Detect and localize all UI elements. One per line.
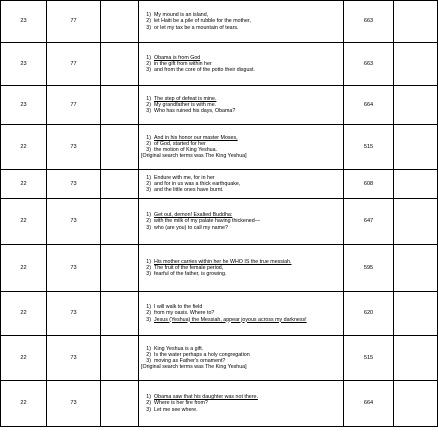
table-row [1, 336, 438, 381]
line-number: 1) [146, 95, 151, 102]
blank-cell [101, 1, 139, 43]
poem-cell [139, 125, 344, 170]
line-text: And in his honor our master Moses, [154, 134, 238, 141]
line-number: 3) [146, 358, 151, 364]
score-cell: 664 [344, 381, 394, 427]
blank-cell [394, 86, 438, 125]
blank-cell [394, 292, 438, 336]
line-text: fearful of the father, is growing. [154, 271, 227, 278]
line-text: of God, started for her [154, 140, 206, 147]
line-text: My grandfather is with me. [154, 101, 217, 108]
col-a-cell: 22 [1, 336, 47, 381]
line-number: 1) [146, 134, 151, 141]
line-number: 2) [146, 60, 151, 67]
line-number: 2) [146, 351, 151, 358]
col-a-cell: 22 [1, 170, 47, 199]
line-number: 3) [146, 271, 151, 278]
blank-cell [101, 170, 139, 199]
line-text: moving as Father's ornament? [154, 358, 226, 364]
line-number: 2) [146, 310, 151, 317]
score-cell: 515 [344, 336, 394, 381]
line-text: The fruit of the female period, [154, 264, 224, 271]
line-number: 3) [146, 406, 151, 413]
col-b-cell: 73 [47, 381, 101, 427]
line-number: 1) [146, 174, 151, 181]
blank-cell [101, 199, 139, 245]
col-a-cell: 23 [1, 86, 47, 125]
line-number: 1) [146, 258, 151, 265]
table-row [1, 1, 438, 43]
score-cell: 515 [344, 125, 394, 170]
score-cell: 620 [344, 292, 394, 336]
col-a-cell: 23 [1, 1, 47, 43]
poem-cell [139, 381, 344, 427]
col-b-cell: 73 [47, 292, 101, 336]
col-b-cell: 77 [47, 1, 101, 43]
poem-line [139, 225, 343, 231]
col-b-cell: 73 [47, 245, 101, 292]
line-number: 2) [146, 101, 151, 108]
blank-cell [101, 292, 139, 336]
line-text: who (are you) to call my name? [154, 224, 228, 231]
poem-cell [139, 170, 344, 199]
line-number: 1) [146, 54, 151, 61]
line-number: 1) [146, 304, 151, 311]
line-text: Obama is from God [154, 54, 201, 61]
line-text: Is the water perhaps a holy congregation [154, 351, 250, 358]
line-text: I will walk to the field [154, 304, 203, 311]
col-a-cell: 22 [1, 292, 47, 336]
score-cell: 663 [344, 43, 394, 86]
poem-line [139, 67, 343, 73]
col-b-cell: 73 [47, 125, 101, 170]
line-text: and the little ones have burnt. [154, 187, 224, 194]
blank-cell [101, 86, 139, 125]
poem-cell [139, 292, 344, 336]
line-number: 1) [146, 394, 151, 401]
line-text: The step of defeat is mine. [154, 95, 217, 102]
poem-line [139, 108, 343, 114]
line-number: 3) [146, 187, 151, 194]
line-text: in the gift from within her [154, 60, 212, 67]
search-terms-note: [Original search terms was The King Yeshua] [141, 153, 247, 160]
table-row [1, 381, 438, 427]
table-row [1, 170, 438, 199]
blank-cell [394, 199, 438, 245]
line-number: 3) [146, 147, 151, 153]
line-number: 2) [146, 18, 151, 25]
col-a-cell: 23 [1, 43, 47, 86]
line-text: Who has ruined his days, Obama? [154, 108, 236, 115]
line-text: and from the core of the potto their disgust. [154, 67, 255, 74]
line-text: Let me see where. [154, 406, 198, 413]
col-b-cell: 73 [47, 170, 101, 199]
blank-cell [101, 245, 139, 292]
blank-cell [394, 125, 438, 170]
col-a-cell: 22 [1, 199, 47, 245]
blank-cell [101, 125, 139, 170]
line-number: 3) [146, 224, 151, 231]
poem-cell [139, 86, 344, 125]
line-text: let Haiti be a pile of rubble for the mother, [154, 18, 251, 25]
score-cell: 608 [344, 170, 394, 199]
blank-cell [101, 381, 139, 427]
line-number: 2) [146, 140, 151, 147]
score-cell: 595 [344, 245, 394, 292]
table-row [1, 199, 438, 245]
line-text: with the milk of my palate having thickened— [154, 218, 260, 225]
poem-line [139, 407, 343, 413]
poem-cell [139, 1, 344, 43]
score-cell: 664 [344, 86, 394, 125]
line-text: Endure with me, for in her [154, 174, 215, 181]
line-text: Obama saw that his daughter was not there. [154, 394, 258, 401]
poem-line [139, 317, 343, 323]
score-cell: 663 [344, 1, 394, 43]
line-number: 3) [146, 24, 151, 31]
blank-cell [394, 245, 438, 292]
blank-cell [394, 1, 438, 43]
line-number: 1) [146, 345, 151, 352]
blank-cell [394, 170, 438, 199]
poem-cell [139, 43, 344, 86]
line-number: 3) [146, 316, 151, 323]
col-a-cell: 22 [1, 381, 47, 427]
line-text: His mother carries within her he WHO IS the true messiah. [154, 258, 292, 265]
line-text: from my oasis. Where to? [154, 310, 215, 317]
line-number: 2) [146, 264, 151, 271]
line-text: Where is her fire from? [154, 400, 208, 407]
line-text: King Yeshua is a gift. [154, 345, 204, 352]
poem-line [139, 25, 343, 31]
table-row [1, 245, 438, 292]
col-b-cell: 73 [47, 199, 101, 245]
blank-cell [101, 336, 139, 381]
line-number: 2) [146, 180, 151, 187]
line-number: 2) [146, 400, 151, 407]
line-text: and for in us was a thick earthquake, [154, 180, 241, 187]
line-text: Get out, demon! Exalted Buddha: [154, 212, 233, 219]
blank-cell [101, 43, 139, 86]
blank-cell [394, 43, 438, 86]
line-text: the motion of King Yeshua. [154, 147, 218, 153]
poem-line [139, 187, 343, 193]
col-b-cell: 73 [47, 336, 101, 381]
table-row [1, 43, 438, 86]
blank-cell [394, 381, 438, 427]
line-text: or let my tax be a mountain of tears. [154, 24, 239, 31]
line-number: 3) [146, 108, 151, 115]
line-number: 1) [146, 212, 151, 219]
line-text: Jesus (Yeshua) the Messiah, appear joyous across my darkness! [154, 316, 307, 323]
line-number: 1) [146, 12, 151, 19]
table-row [1, 86, 438, 125]
line-number: 2) [146, 218, 151, 225]
blank-cell [394, 336, 438, 381]
score-cell: 647 [344, 199, 394, 245]
poem-cell [139, 199, 344, 245]
poem-cell [139, 336, 344, 381]
poem-line [139, 271, 343, 277]
col-a-cell: 22 [1, 125, 47, 170]
line-number: 3) [146, 67, 151, 74]
col-b-cell: 77 [47, 86, 101, 125]
line-text: My mound is an island, [154, 12, 209, 19]
search-terms-note: [Original search terms was The King Yeshua] [141, 364, 247, 371]
col-b-cell: 77 [47, 43, 101, 86]
table-row [1, 125, 438, 170]
table-row [1, 292, 438, 336]
col-a-cell: 22 [1, 245, 47, 292]
poem-cell [139, 245, 344, 292]
